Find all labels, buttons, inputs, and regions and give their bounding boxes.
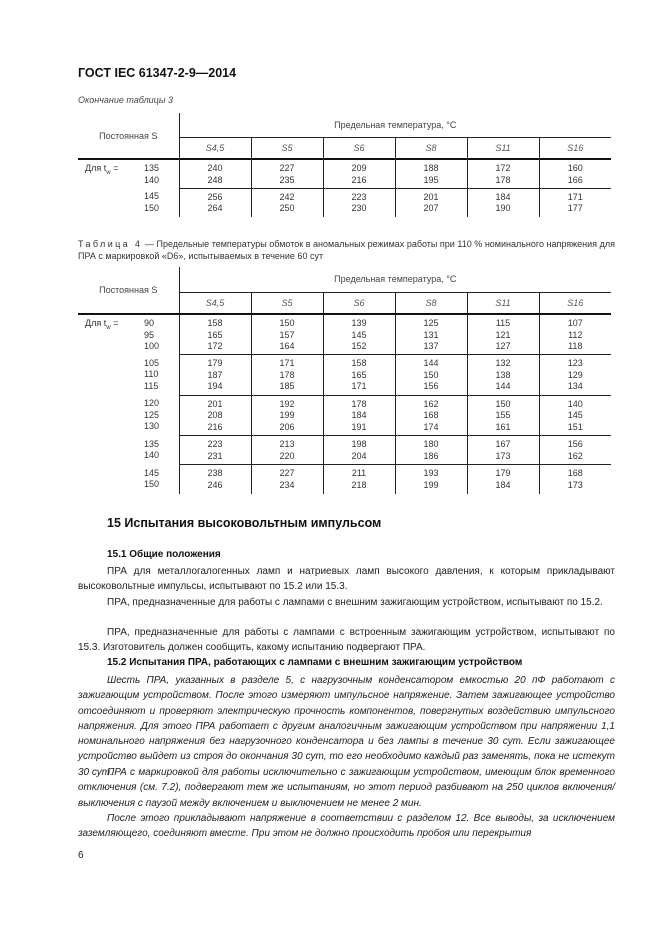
cell-value: 185 bbox=[279, 381, 295, 391]
section-15-1-title: 15.1 Общие положения bbox=[107, 549, 221, 560]
table-cell bbox=[323, 159, 395, 188]
cell-value: 173 bbox=[567, 479, 583, 490]
paragraph: ПРА, предназначенные для работы с лампами с внешним зажигающим устройством, испытывают по 15.2. bbox=[107, 597, 603, 608]
cell-value: 171 bbox=[567, 191, 583, 202]
tw-values bbox=[144, 191, 159, 214]
section-15-title: 15 Испытания высоковольтным импульсом bbox=[107, 516, 382, 530]
tw-value: 135 bbox=[144, 163, 160, 173]
cell-value: 194 bbox=[207, 381, 223, 391]
cell-value: 227 bbox=[279, 163, 295, 173]
cell-value: 171 bbox=[351, 381, 367, 391]
table-cell bbox=[323, 436, 395, 465]
table-cell bbox=[539, 314, 611, 355]
cell-value: 223 bbox=[207, 439, 223, 449]
table-cell bbox=[179, 314, 251, 355]
cell-value: 115 bbox=[495, 318, 511, 328]
table-cell bbox=[467, 159, 539, 188]
cell-value: 177 bbox=[567, 203, 583, 213]
cell-value: 180 bbox=[423, 439, 439, 449]
tw-value: 110 bbox=[144, 369, 159, 379]
tw-value: 150 bbox=[144, 202, 160, 213]
table-cell bbox=[179, 355, 251, 396]
cell-value: 192 bbox=[279, 398, 295, 409]
table4-caption-text: — Предельные температуры обмоток в аномальных режимах работы при 110 % номинального напряжения для ПРА с маркировкой «D6», испытываемых в течение 60 сут bbox=[78, 239, 615, 261]
cell-value: 220 bbox=[279, 450, 295, 461]
row-label-suffix: = bbox=[110, 163, 119, 173]
tw-value: 140 bbox=[144, 174, 160, 185]
row-label-cell bbox=[78, 395, 179, 436]
table4-left-header: Постоянная S bbox=[99, 285, 158, 295]
table-cell bbox=[467, 314, 539, 355]
cell-value: 157 bbox=[279, 329, 295, 340]
cell-value: 211 bbox=[351, 468, 367, 478]
tw-value: 135 bbox=[144, 438, 160, 449]
paragraph: ПРА, предназначенные для работы с лампами с встроенным зажигающим устройством, испытывают по 15.3. Изготовитель должен сообщить, какому испытанию подвергают ПРА. bbox=[78, 627, 615, 654]
table-cell bbox=[395, 436, 467, 465]
cell-value: 213 bbox=[279, 439, 295, 449]
tw-value: 95 bbox=[144, 329, 155, 340]
tw-value: 145 bbox=[144, 467, 160, 478]
cell-value: 125 bbox=[423, 318, 439, 328]
cell-value: 206 bbox=[279, 421, 295, 432]
cell-value: 144 bbox=[495, 381, 511, 391]
cell-value: 132 bbox=[495, 358, 511, 368]
table-cell bbox=[467, 465, 539, 494]
table-row bbox=[78, 395, 611, 436]
row-label-cell bbox=[78, 436, 179, 465]
cell-value: 204 bbox=[351, 450, 367, 461]
row-label bbox=[85, 318, 118, 334]
table3-body bbox=[78, 159, 611, 217]
cell-value: 248 bbox=[207, 174, 223, 185]
table-cell bbox=[179, 436, 251, 465]
tw-value: 90 bbox=[144, 318, 155, 328]
cell-value: 179 bbox=[207, 358, 223, 368]
cell-value: 156 bbox=[567, 439, 583, 449]
cell-value: 264 bbox=[207, 203, 223, 213]
cell-value: 174 bbox=[423, 421, 439, 432]
table-row bbox=[78, 159, 611, 188]
cell-value: 193 bbox=[423, 468, 439, 478]
cell-value: 238 bbox=[207, 468, 223, 478]
cell-value: 256 bbox=[207, 191, 223, 202]
tw-value: 145 bbox=[144, 191, 160, 201]
row-label-suffix: = bbox=[110, 318, 119, 328]
table-cell bbox=[395, 188, 467, 217]
table4-col-header: S6 bbox=[323, 292, 395, 314]
table-cell bbox=[251, 314, 323, 355]
section-15-2-title: 15.2 Испытания ПРА, работающих с лампами с внешним зажигающим устройством bbox=[107, 657, 523, 668]
cell-value: 150 bbox=[495, 398, 511, 409]
cell-value: 160 bbox=[567, 163, 583, 173]
cell-value: 184 bbox=[351, 410, 367, 420]
cell-value: 137 bbox=[423, 341, 439, 351]
cell-value: 118 bbox=[568, 341, 583, 351]
cell-value: 145 bbox=[351, 329, 367, 340]
cell-value: 138 bbox=[495, 369, 511, 380]
cell-value: 121 bbox=[495, 329, 511, 340]
cell-value: 156 bbox=[423, 381, 439, 391]
table4-col-header: S8 bbox=[395, 292, 467, 314]
cell-value: 184 bbox=[495, 479, 511, 490]
cell-value: 150 bbox=[279, 318, 295, 328]
table4-col-header: S11 bbox=[467, 292, 539, 314]
cell-value: 127 bbox=[495, 341, 511, 351]
table-cell bbox=[251, 188, 323, 217]
table3-caption: Окончание таблицы 3 bbox=[78, 95, 173, 105]
table-cell bbox=[251, 395, 323, 436]
tw-values bbox=[144, 163, 159, 186]
table3-col-header: S16 bbox=[539, 137, 611, 159]
table-cell bbox=[395, 159, 467, 188]
tw-value: 105 bbox=[144, 357, 160, 368]
table4 bbox=[78, 267, 611, 494]
table-cell bbox=[467, 188, 539, 217]
cell-value: 168 bbox=[423, 410, 439, 420]
table-cell bbox=[179, 188, 251, 217]
tw-values bbox=[144, 318, 159, 353]
cell-value: 171 bbox=[279, 358, 295, 368]
table-cell bbox=[539, 395, 611, 436]
table-cell bbox=[395, 395, 467, 436]
table-cell bbox=[179, 159, 251, 188]
cell-value: 123 bbox=[567, 358, 583, 368]
table-cell bbox=[467, 395, 539, 436]
table-cell bbox=[539, 159, 611, 188]
cell-value: 208 bbox=[207, 410, 223, 420]
table-cell bbox=[467, 355, 539, 396]
cell-value: 179 bbox=[495, 468, 511, 478]
table-cell bbox=[251, 159, 323, 188]
cell-value: 178 bbox=[279, 369, 295, 380]
cell-value: 112 bbox=[568, 329, 583, 340]
table-cell bbox=[539, 465, 611, 494]
table4-col-header: S4,5 bbox=[179, 292, 251, 314]
cell-value: 172 bbox=[207, 341, 223, 351]
row-label-cell bbox=[78, 465, 179, 494]
cell-value: 250 bbox=[279, 203, 295, 213]
cell-value: 207 bbox=[423, 203, 439, 213]
table-cell bbox=[179, 465, 251, 494]
cell-value: 161 bbox=[495, 421, 511, 432]
table-cell bbox=[251, 465, 323, 494]
cell-value: 158 bbox=[207, 318, 223, 328]
cell-value: 216 bbox=[351, 174, 367, 185]
cell-value: 184 bbox=[495, 191, 511, 202]
cell-value: 195 bbox=[423, 174, 439, 185]
table4-main-header: Предельная температура, °С bbox=[179, 267, 611, 292]
table-cell bbox=[395, 314, 467, 355]
table4-col-header: S16 bbox=[539, 292, 611, 314]
table-cell bbox=[395, 465, 467, 494]
cell-value: 240 bbox=[207, 163, 223, 173]
tw-value: 115 bbox=[144, 380, 159, 391]
row-label-cell bbox=[78, 355, 179, 396]
row-label-prefix: Для t bbox=[85, 318, 107, 328]
cell-value: 165 bbox=[351, 369, 367, 380]
tw-value: 120 bbox=[144, 398, 160, 408]
table3-col-header: S4,5 bbox=[179, 137, 251, 159]
table-row bbox=[78, 355, 611, 396]
table-row bbox=[78, 314, 611, 355]
table-cell bbox=[395, 355, 467, 396]
cell-value: 186 bbox=[423, 450, 439, 461]
table-cell bbox=[323, 395, 395, 436]
table4-body bbox=[78, 314, 611, 494]
table3-col-header: S11 bbox=[467, 137, 539, 159]
cell-value: 173 bbox=[495, 450, 511, 461]
table-cell bbox=[539, 188, 611, 217]
cell-value: 223 bbox=[351, 191, 367, 202]
cell-value: 231 bbox=[207, 450, 223, 461]
row-label-cell bbox=[78, 314, 179, 355]
cell-value: 198 bbox=[351, 439, 367, 449]
cell-value: 190 bbox=[495, 203, 511, 213]
cell-value: 165 bbox=[207, 329, 223, 340]
tw-value: 100 bbox=[144, 341, 160, 351]
cell-value: 131 bbox=[423, 329, 439, 340]
cell-value: 167 bbox=[495, 439, 511, 449]
cell-value: 134 bbox=[567, 381, 583, 391]
cell-value: 209 bbox=[351, 163, 367, 173]
cell-value: 242 bbox=[279, 191, 295, 202]
tw-values bbox=[144, 468, 159, 491]
cell-value: 201 bbox=[423, 191, 439, 202]
table-cell bbox=[539, 355, 611, 396]
cell-value: 151 bbox=[567, 421, 583, 432]
cell-value: 235 bbox=[279, 174, 295, 185]
tw-value: 150 bbox=[144, 479, 160, 489]
cell-value: 140 bbox=[567, 398, 583, 409]
row-label-subscript: w bbox=[106, 169, 111, 176]
table-row bbox=[78, 436, 611, 465]
cell-value: 172 bbox=[495, 163, 511, 173]
cell-value: 107 bbox=[567, 318, 583, 328]
cell-value: 168 bbox=[567, 468, 583, 478]
table3-col-header: S5 bbox=[251, 137, 323, 159]
cell-value: 218 bbox=[351, 479, 367, 490]
table-cell bbox=[323, 465, 395, 494]
paragraph: Шесть ПРА, указанных в разделе 5, с нагрузочным конденсатором емкостью 20 пФ работают с зажигающим устройством. После этого измеряют импульсное напряжение. Затем зажигающее устройство отсоединяют и проверяют электрическую прочность компонентов, повергнутых воздействию импульсного напряжения. Для этого ПРА работает с другим аналогичным зажигающим устройством при напряжении 1,1 номинального напряжения без нагрузочного конденсатора и без лампы в течение 30 сут. Если зажигающее устройство выйдет из строя до окончания 30 сут, то его необходимо каждый раз заменять, пока не истекут 30 сут. bbox=[78, 675, 615, 778]
table-cell bbox=[179, 395, 251, 436]
table3 bbox=[78, 113, 611, 217]
cell-value: 178 bbox=[495, 174, 511, 185]
cell-value: 178 bbox=[351, 398, 367, 409]
table4-caption-label: Таблица 4 bbox=[78, 239, 143, 249]
table3-col-header: S6 bbox=[323, 137, 395, 159]
row-label-subscript: w bbox=[106, 324, 111, 331]
cell-value: 227 bbox=[279, 468, 295, 478]
tw-values bbox=[144, 358, 159, 393]
cell-value: 201 bbox=[207, 398, 223, 409]
page-number: 6 bbox=[78, 850, 84, 861]
cell-value: 129 bbox=[567, 369, 583, 380]
cell-value: 158 bbox=[351, 358, 367, 368]
cell-value: 199 bbox=[423, 479, 439, 490]
table3-main-header: Предельная температура, °С bbox=[179, 113, 611, 137]
cell-value: 187 bbox=[207, 369, 223, 380]
table-cell bbox=[323, 188, 395, 217]
cell-value: 145 bbox=[567, 410, 583, 420]
cell-value: 216 bbox=[207, 421, 223, 432]
tw-value: 140 bbox=[144, 450, 160, 460]
table-row bbox=[78, 465, 611, 494]
row-label-cell bbox=[78, 188, 179, 217]
tw-value: 130 bbox=[144, 421, 160, 431]
paragraph: ПРА с маркировкой для работы исключительно с зажигающим устройством, имеющим блок временного отключения (см. 7.2), подвергают тем же испытаниям, но этот период разбивают на 250 циклов включения/выключения с паузой между включением и выключением не менее 2 мин. bbox=[78, 767, 615, 809]
cell-value: 144 bbox=[423, 358, 439, 368]
cell-value: 150 bbox=[423, 369, 439, 380]
cell-value: 152 bbox=[351, 341, 367, 351]
cell-value: 246 bbox=[207, 479, 223, 490]
tw-values bbox=[144, 439, 159, 462]
table-cell bbox=[323, 314, 395, 355]
cell-value: 139 bbox=[351, 318, 367, 328]
cell-value: 234 bbox=[279, 479, 295, 490]
table3-left-header: Постоянная S bbox=[99, 130, 158, 141]
tw-values bbox=[144, 398, 159, 433]
cell-value: 191 bbox=[351, 421, 367, 432]
cell-value: 188 bbox=[423, 163, 439, 173]
table-row bbox=[78, 188, 611, 217]
table4-col-header: S5 bbox=[251, 292, 323, 314]
table-cell bbox=[251, 355, 323, 396]
cell-value: 230 bbox=[351, 203, 367, 213]
tw-value: 125 bbox=[144, 409, 160, 420]
cell-value: 164 bbox=[279, 341, 295, 351]
document-header: ГОСТ IEC 61347-2-9—2014 bbox=[78, 66, 237, 80]
table-cell bbox=[323, 355, 395, 396]
paragraph: После этого прикладывают напряжение в соответствии с разделом 12. Все выводы, за исключением заземляющего, соединяют вместе. При этом не должно происходить пробоя или перекрытия bbox=[78, 813, 615, 840]
row-label-prefix: Для t bbox=[85, 163, 107, 173]
row-label bbox=[85, 163, 118, 179]
row-label-cell bbox=[78, 159, 179, 188]
cell-value: 162 bbox=[567, 450, 583, 461]
cell-value: 199 bbox=[279, 410, 295, 420]
table3-col-header: S8 bbox=[395, 137, 467, 159]
table-cell bbox=[539, 436, 611, 465]
cell-value: 162 bbox=[423, 398, 439, 409]
cell-value: 155 bbox=[495, 410, 511, 420]
paragraph: ПРА для металлогалогенных ламп и натриевых ламп высокого давления, к которым прикладывают высоковольтные импульсы, испытывают по 15.2 или 15.3. bbox=[78, 566, 615, 593]
table-cell bbox=[251, 436, 323, 465]
table4-caption bbox=[78, 238, 615, 262]
table-cell bbox=[467, 436, 539, 465]
cell-value: 166 bbox=[567, 174, 583, 185]
